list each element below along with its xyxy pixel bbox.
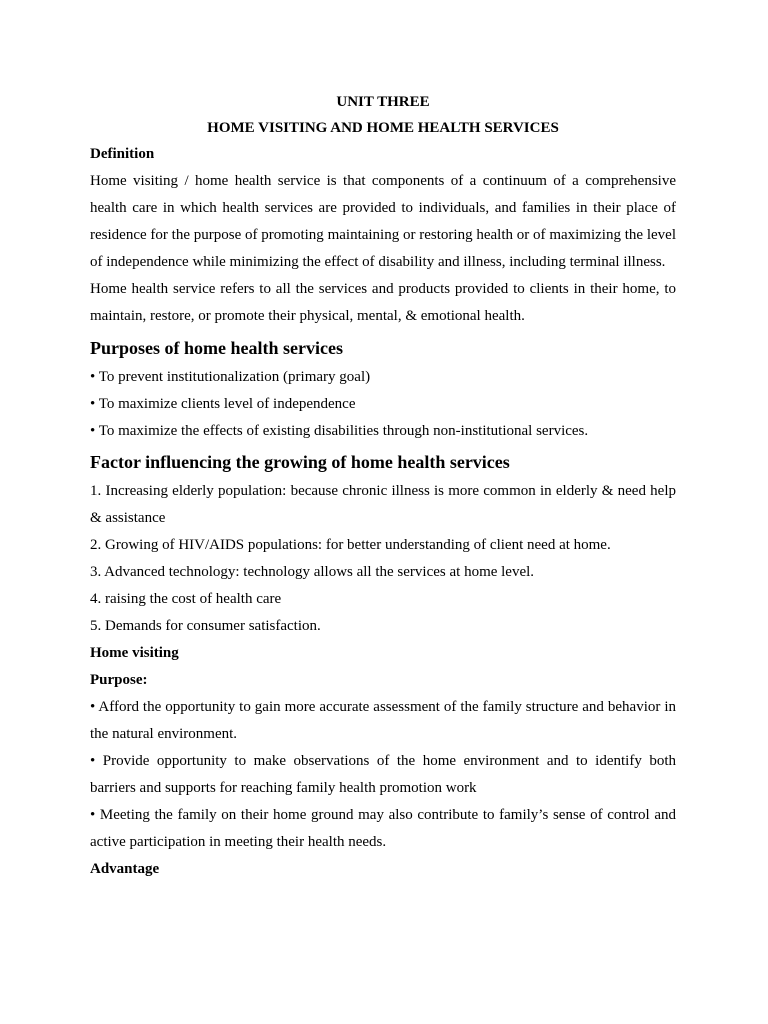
list-item: • Meeting the family on their home ground may also contribute to family’s sense of control and active participation in meeting their health needs. [90,807,676,850]
factors-list [90,478,676,640]
home-visiting-heading: Home visiting [90,645,179,661]
list-item: 2. Growing of HIV/AIDS populations: for better understanding of client need at home. [90,537,611,553]
document-page [90,89,676,883]
list-item: • Provide opportunity to make observations of the home environment and to identify both barriers and supports for reaching family health promotion work [90,753,676,796]
purposes-heading: Purposes of home health services [90,338,343,358]
list-item: 1. Increasing elderly population: because chronic illness is more common in elderly & need help & assistance [90,483,676,526]
list-item: 3. Advanced technology: technology allows all the services at home level. [90,564,535,580]
list-item: • To maximize the effects of existing disabilities through non-institutional services. [90,423,589,439]
list-item: • To maximize clients level of independence [90,396,356,412]
list-item: 4. raising the cost of health care [90,591,282,607]
list-item: 5. Demands for consumer satisfaction. [90,618,321,634]
main-title: HOME VISITING AND HOME HEALTH SERVICES [207,120,559,136]
definition-paragraph-1: Home visiting / home health service is that components of a continuum of a comprehensive health care in which health services are provided to individuals, and families in their place of residence for the purpose of promoting maintaining or restoring health or of maximizing the level of independence while minimizing the effect of disability and illness, including terminal illness. [90,173,676,270]
list-item: • Afford the opportunity to gain more accurate assessment of the family structure and behavior in the natural environment. [90,699,676,742]
unit-title: UNIT THREE [336,94,430,110]
definition-paragraph-2: Home health service refers to all the services and products provided to clients in their home, to maintain, restore, or promote their physical, mental, & emotional health. [90,281,676,324]
factors-heading: Factor influencing the growing of home health services [90,452,510,472]
home-visiting-purpose-list [90,694,676,856]
advantage-heading: Advantage [90,861,160,877]
purpose-subheading: Purpose: [90,672,148,688]
list-item: • To prevent institutionalization (primary goal) [90,369,371,385]
definition-heading: Definition [90,146,155,162]
purposes-list [90,364,676,445]
